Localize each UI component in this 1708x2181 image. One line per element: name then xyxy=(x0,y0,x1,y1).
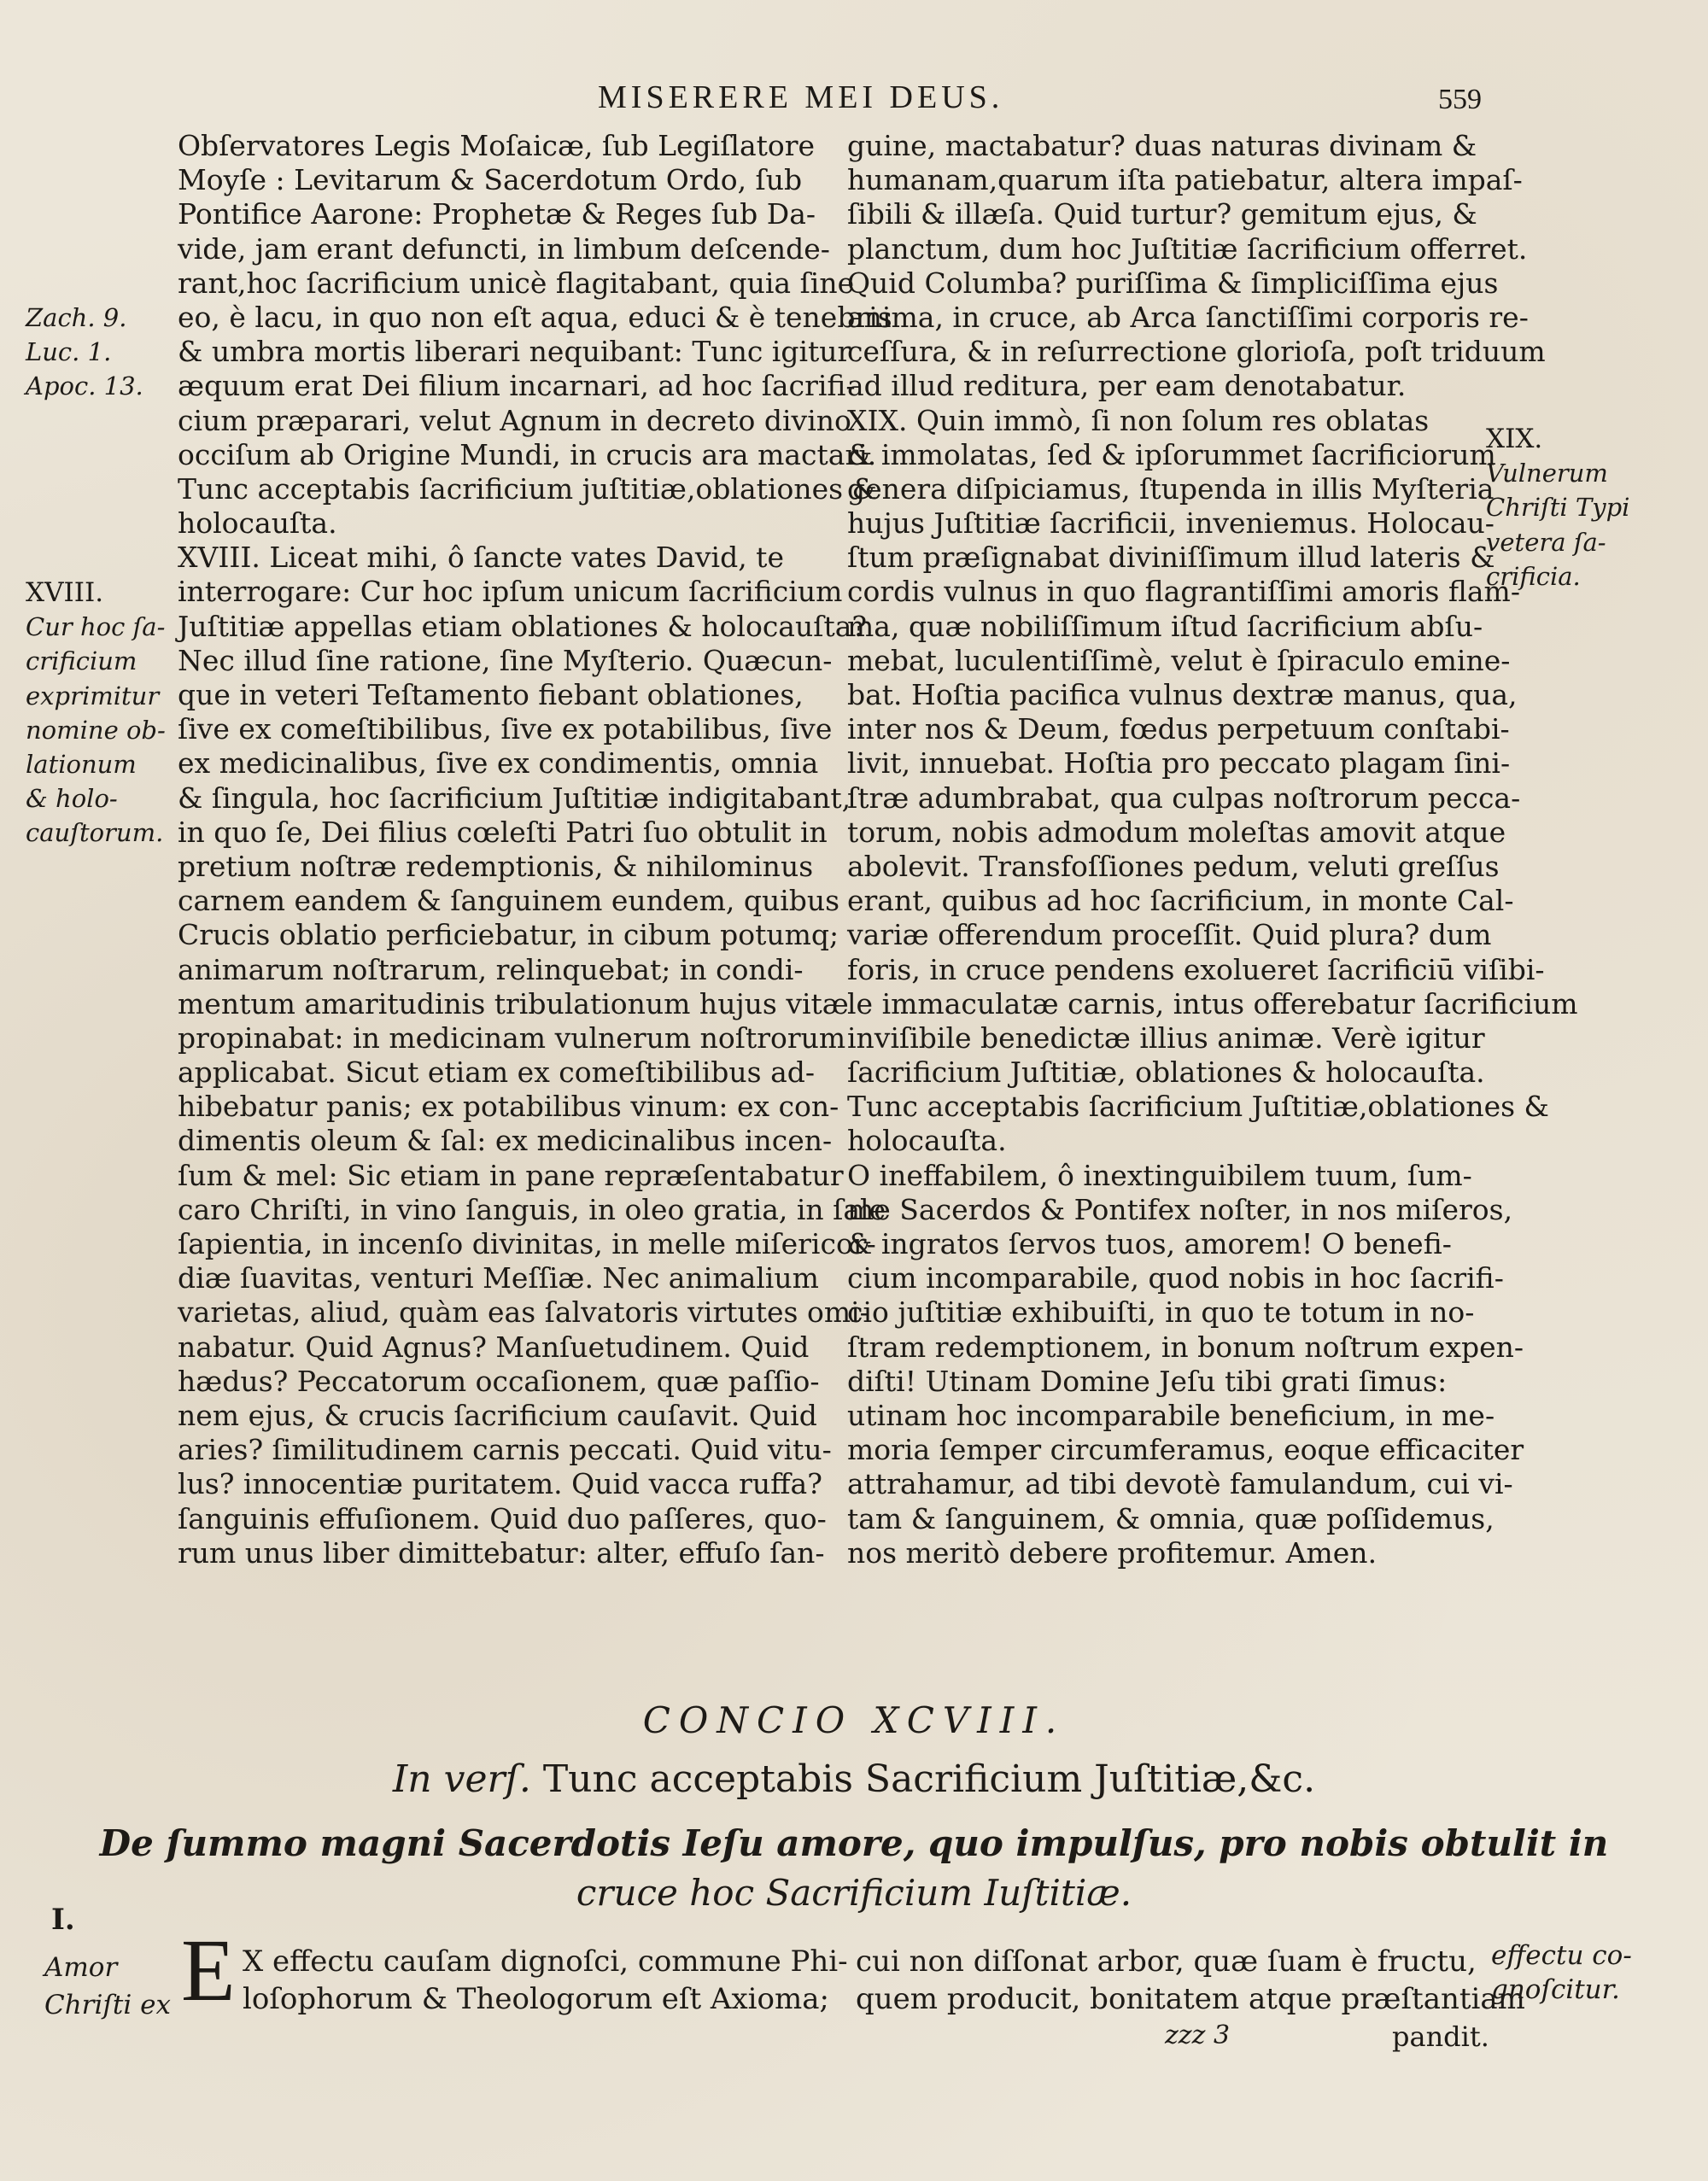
drop-cap: E xyxy=(181,1921,236,2020)
text-line: bat. Hoſtia pacifica vulnus dextræ manus, qua, xyxy=(847,678,1518,711)
text-line: æquum erat Dei filium incarnari, ad hoc ſacrifi- xyxy=(178,369,856,403)
catchword: pandit. xyxy=(1392,2020,1489,2053)
text-line: que in veteri Teſtamento fiebant oblationes, xyxy=(178,678,804,711)
text-line: Nec illud ſine ratione, ſine Myſterio. Quæcun- xyxy=(178,643,833,677)
left-column xyxy=(178,129,892,1570)
text-line: caro Chriſti, in vino ſanguis, in oleo gratia, in ſale xyxy=(178,1192,886,1226)
text-line: holocauſta. xyxy=(178,506,337,541)
margin-line: Vulnerum xyxy=(1486,459,1608,488)
text-line: cio juſtitiæ exhibuiſti, in quo te totum in no- xyxy=(847,1295,1475,1330)
text-line: quem producit, bonitatem atque præſtantiam xyxy=(856,1982,1525,2016)
margin-line: & holo- xyxy=(26,784,118,814)
text-line: planctum, dum hoc Juſtitiæ ſacrificium offerret. xyxy=(847,231,1528,266)
text-line: abolevit. Transfoſſiones pedum, veluti greſſus xyxy=(847,849,1500,883)
text-line: aries? ſimilitudinem carnis peccati. Quid vitu- xyxy=(178,1433,832,1467)
text-line: pretium noſtræ redemptionis, & nihilominus xyxy=(178,849,814,883)
text-line: Tunc acceptabis ſacrificium juſtitiæ,oblationes & xyxy=(178,471,877,506)
concio-heading: CONCIO XCVIII. xyxy=(642,1699,1066,1741)
text-line: genera diſpiciamus, ſtupenda in illis Myſteria xyxy=(847,471,1494,506)
text-line: nem ejus, & crucis ſacrificium cauſavit. Quid xyxy=(178,1398,817,1432)
text-line: & ſingula, hoc ſacrificium Juſtitiæ indigitabant, xyxy=(178,781,851,815)
text-line: Moyſe : Levitarum & Sacerdotum Ordo, ſub xyxy=(178,163,803,197)
text-line: me Sacerdos & Pontifex noſter, in nos miſeros, xyxy=(847,1192,1513,1226)
signature-mark: zzz 3 xyxy=(1165,2020,1231,2050)
text-line: lus? innocentiæ puritatem. Quid vacca ruffa? xyxy=(178,1467,822,1501)
running-head xyxy=(0,79,1708,125)
text-line: anima, in cruce, ab Arca ſanctiſſimi corporis re- xyxy=(847,300,1529,334)
text-line: eo, è lacu, in quo non eſt aqua, educi & è tenebris xyxy=(178,300,892,334)
text-line: mebat, luculentiſſimè, velut è ſpiraculo emine- xyxy=(847,643,1511,677)
text-line: diæ ſuavitas, venturi Meſſiæ. Nec animalium xyxy=(178,1261,819,1295)
text-line: guine, mactabatur? duas naturas divinam & xyxy=(847,129,1477,162)
text-line: XVIII. Liceat mihi, ô ſancte vates David, te xyxy=(178,541,784,575)
text-line: ceſſura, & in reſurrectione glorioſa, poſt triduum xyxy=(847,335,1546,369)
text-line: utinam hoc incomparabile beneficium, in me- xyxy=(847,1398,1495,1432)
margin-line: Apoc. 13. xyxy=(26,371,143,401)
text-line: loſophorum & Theologorum eſt Axioma; xyxy=(243,1982,829,2016)
bottom-left-text xyxy=(243,1943,848,2018)
text-line: hibebatur panis; ex potabilibus vinum: ex con- xyxy=(178,1090,839,1124)
text-line: attrahamur, ad tibi devotè famulandum, cui vi- xyxy=(847,1467,1513,1501)
text-line: interrogare: Cur hoc ipſum unicum ſacrificium xyxy=(178,575,843,609)
text-line: inviſibile benedictæ illius animæ. Verè igitur xyxy=(847,1020,1485,1055)
margin-line: crificia. xyxy=(1486,561,1581,591)
text-line: O ineffabilem, ô inextinguibilem tuum, ſum- xyxy=(847,1158,1472,1192)
margin-line: cauſtorum. xyxy=(26,818,164,848)
summary-line-1: De ſummo magni Sacerdotis Ieſu amore, quo impulſus, pro nobis obtulit in xyxy=(99,1822,1609,1864)
text-line: ſive ex comeſtibilibus, ſive ex potabilibus, ſive xyxy=(178,712,833,746)
text-line: vide, jam erant defuncti, in limbum deſcende- xyxy=(178,231,830,266)
margin-line: vetera ſa- xyxy=(1486,527,1606,557)
margin-line: XVIII. xyxy=(26,577,104,608)
margin-line: exprimitur xyxy=(26,681,160,710)
text-line: X effectu cauſam dignoſci, commune Phi- xyxy=(243,1944,848,1979)
margin-line: Luc. 1. xyxy=(26,337,112,367)
text-line: tam & ſanguinem, & omnia, quæ poſſidemus, xyxy=(847,1501,1494,1535)
text-line: animarum noſtrarum, relinquebat; in condi- xyxy=(178,952,804,986)
verse-heading xyxy=(0,1757,1708,1801)
text-line: ſtum præſignabat diviniſſimum illud lateris & xyxy=(847,541,1495,575)
margin-line: effectu co- xyxy=(1491,1940,1632,1971)
section-number: I. xyxy=(51,1903,75,1937)
text-line: ſacrificium Juſtitiæ, oblationes & holocauſta. xyxy=(847,1055,1485,1090)
text-line: ex medicinalibus, ſive ex condimentis, omnia xyxy=(178,746,819,781)
text-line: Obſervatores Legis Moſaicæ, ſub Legiſlatore xyxy=(178,129,816,162)
text-line: rant,hoc ſacrificium unicè flagitabant, quia ſine xyxy=(178,266,855,300)
text-line: rum unus liber dimittebatur: alter, effuſo ſan- xyxy=(178,1535,825,1570)
margin-note-xix xyxy=(1486,422,1629,593)
text-line: occiſum ab Origine Mundi, in crucis ara mactari. xyxy=(178,437,877,471)
text-line: in quo ſe, Dei filius cœleſti Patri ſuo obtulit in xyxy=(178,815,828,849)
margin-line: Amor xyxy=(44,1952,118,1983)
margin-line: nomine ob- xyxy=(26,715,166,745)
text-line: diſti! Utinam Domine Jeſu tibi grati ſimus: xyxy=(847,1364,1448,1398)
summary-heading xyxy=(0,1819,1708,1918)
text-line: Quid Columba? puriſſima & ſimpliciſſima ejus xyxy=(847,266,1499,300)
text-line: dimentis oleum & ſal: ex medicinalibus incen- xyxy=(178,1124,833,1158)
margin-line: Chriſti Typi xyxy=(1486,493,1630,523)
verse-prefix: In verſ. xyxy=(392,1757,531,1801)
text-line: XIX. Quin immò, ſi non ſolum res oblatas xyxy=(847,403,1430,437)
margin-note-xviii xyxy=(26,576,166,851)
text-line: ſibili & illæſa. Quid turtur? gemitum ejus, & xyxy=(847,197,1477,231)
margin-line: lationum xyxy=(26,749,137,779)
text-line: moria ſemper circumferamus, eoque efficaciter xyxy=(847,1433,1524,1467)
text-line: & immolatas, ſed & ipſorummet ſacrificiorum xyxy=(847,437,1496,471)
text-line: carnem eandem & ſanguinem eundem, quibus xyxy=(178,884,840,918)
page-number: 559 xyxy=(1438,84,1482,115)
text-line: propinabat: in medicinam vulnerum noſtrorum xyxy=(178,1020,846,1055)
text-line: cium incomparabile, quod nobis in hoc ſacrifi- xyxy=(847,1261,1504,1295)
text-line: ſtræ adumbrabat, qua culpas noſtrorum pecca- xyxy=(847,781,1521,815)
text-line: humanam,quarum iſta patiebatur, altera impaſ- xyxy=(847,163,1523,197)
text-line: foris, in cruce pendens exolueret ſacrificiū viſibi- xyxy=(847,952,1545,986)
running-title: MISERERE MEI DEUS. xyxy=(598,79,1004,115)
margin-references xyxy=(26,301,143,404)
text-line: cui non diſſonat arbor, quæ ſuam è fructu, xyxy=(856,1944,1477,1979)
text-line: holocauſta. xyxy=(847,1124,1007,1158)
text-line: nabatur. Quid Agnus? Manſuetudinem. Quid xyxy=(178,1330,810,1364)
summary-line-2: cruce hoc Sacrificium Iuſtitiæ. xyxy=(576,1872,1132,1914)
bottom-right-text xyxy=(856,1943,1525,2018)
text-line: ſanguinis effuſionem. Quid duo paſſeres, quo- xyxy=(178,1501,827,1535)
text-line: ſtram redemptionem, in bonum noſtrum expen- xyxy=(847,1330,1524,1364)
margin-line: XIX. xyxy=(1486,424,1543,454)
text-line: hædus? Peccatorum occaſionem, quæ paſſio- xyxy=(178,1364,820,1398)
text-line: ad illud reditura, per eam denotabatur. xyxy=(847,369,1407,403)
verse-text: Tunc acceptabis Sacrificium Juſtitiæ,&c. xyxy=(542,1757,1316,1801)
text-line: varietas, aliud, quàm eas ſalvatoris virtutes omi- xyxy=(178,1295,869,1330)
margin-line: gnoſcitur. xyxy=(1491,1974,1620,2005)
text-line: ma, quæ nobiliſſimum iſtud ſacrificium abſu- xyxy=(847,609,1483,643)
text-line: Tunc acceptabis ſacrificium Juſtitiæ,oblationes & xyxy=(847,1090,1549,1124)
margin-line: Cur hoc ſa- xyxy=(26,612,166,642)
text-line: Crucis oblatio perficiebatur, in cibum potumq; xyxy=(178,918,839,952)
text-line: Pontifice Aarone: Prophetæ & Reges ſub Da- xyxy=(178,197,816,231)
text-line: & ingratos ſervos tuos, amorem! O benefi- xyxy=(847,1227,1452,1260)
text-line: & umbra mortis liberari nequibant: Tunc igitur xyxy=(178,335,851,369)
bottom-margin-left xyxy=(44,1949,171,2024)
text-line: ſapientia, in incenſo divinitas, in melle miſericor- xyxy=(178,1227,876,1260)
text-line: mentum amaritudinis tribulationum hujus vitæ xyxy=(178,986,849,1020)
text-line: torum, nobis admodum moleſtas amovit atque xyxy=(847,815,1506,849)
text-line: le immaculatæ carnis, intus offerebatur ſacrificium xyxy=(847,986,1578,1020)
text-line: Juſtitiæ appellas etiam oblationes & holocauſta? xyxy=(178,609,868,643)
margin-line: Zach. 9. xyxy=(26,303,127,332)
text-line: inter nos & Deum, fœdus perpetuum conſtabi- xyxy=(847,712,1510,746)
text-line: ſum & mel: Sic etiam in pane repræſentabatur xyxy=(178,1158,844,1192)
text-line: cordis vulnus in quo flagrantiſſimi amoris flam- xyxy=(847,575,1521,609)
text-line: cium præparari, velut Agnum in decreto divino xyxy=(178,403,851,437)
margin-line: crificium xyxy=(26,646,137,676)
text-line: erant, quibus ad hoc ſacrificium, in monte Cal- xyxy=(847,884,1514,918)
text-line: variæ offerendum proceſſit. Quid plura? dum xyxy=(847,918,1492,952)
text-line: nos meritò debere profitemur. Amen. xyxy=(847,1535,1378,1570)
margin-line: Chriſti ex xyxy=(44,1990,171,2020)
text-line: hujus Juſtitiæ ſacrificii, inveniemus. Holocau- xyxy=(847,506,1494,541)
text-line: applicabat. Sicut etiam ex comeſtibilibus ad- xyxy=(178,1055,816,1090)
text-line: livit, innuebat. Hoſtia pro peccato plagam ſini- xyxy=(847,746,1511,781)
